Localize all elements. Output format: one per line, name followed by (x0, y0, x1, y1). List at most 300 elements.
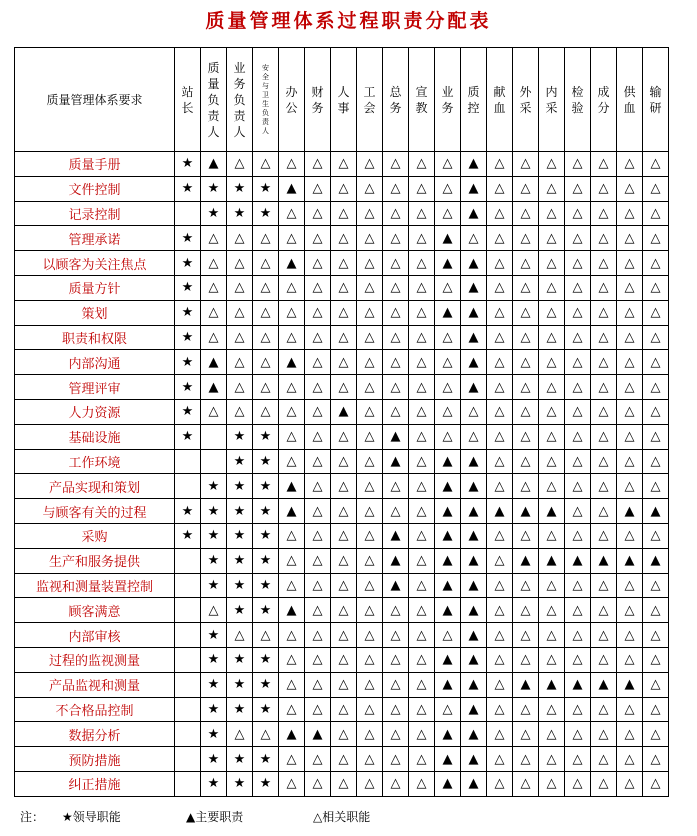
responsibility-cell: ★ (175, 325, 201, 350)
responsibility-cell: △ (357, 375, 383, 400)
column-header-label: 内 采 (545, 84, 558, 115)
column-header-label: 业 务 (441, 84, 454, 115)
responsibility-cell: △ (539, 226, 565, 251)
responsibility-cell: △ (487, 548, 513, 573)
responsibility-cell: ★ (201, 722, 227, 747)
responsibility-cell: △ (383, 697, 409, 722)
responsibility-cell: ★ (253, 747, 279, 772)
column-header-label: 质 控 (467, 84, 480, 115)
responsibility-cell: △ (513, 598, 539, 623)
responsibility-cell: △ (305, 300, 331, 325)
responsibility-cell: △ (539, 722, 565, 747)
responsibility-cell: △ (643, 672, 669, 697)
responsibility-cell: △ (357, 771, 383, 796)
column-header-label: 输 研 (649, 84, 662, 115)
responsibility-cell: △ (357, 176, 383, 201)
responsibility-cell: △ (357, 424, 383, 449)
responsibility-cell: △ (643, 375, 669, 400)
responsibility-cell: △ (305, 697, 331, 722)
requirement-cell: 管理承诺 (15, 226, 175, 251)
column-header-label: 财 务 (311, 84, 324, 115)
responsibility-cell: ★ (253, 176, 279, 201)
responsibility-cell: △ (305, 623, 331, 648)
responsibility-cell: △ (383, 375, 409, 400)
responsibility-cell: △ (435, 201, 461, 226)
responsibility-cell: △ (201, 325, 227, 350)
responsibility-cell: △ (617, 697, 643, 722)
responsibility-cell: ▲ (591, 672, 617, 697)
responsibility-cell: △ (279, 647, 305, 672)
legend-star: ★领导职能 (62, 810, 121, 824)
requirement-cell: 记录控制 (15, 201, 175, 226)
responsibility-cell: ▲ (461, 251, 487, 276)
responsibility-cell: ★ (227, 548, 253, 573)
responsibility-cell (175, 722, 201, 747)
responsibility-cell: △ (331, 201, 357, 226)
responsibility-cell: ★ (175, 399, 201, 424)
responsibility-cell: △ (591, 201, 617, 226)
responsibility-cell (175, 623, 201, 648)
responsibility-cell: ▲ (435, 722, 461, 747)
responsibility-cell: △ (357, 647, 383, 672)
responsibility-cell: △ (409, 152, 435, 177)
responsibility-cell: ★ (175, 523, 201, 548)
responsibility-cell: △ (643, 449, 669, 474)
responsibility-cell: ▲ (383, 424, 409, 449)
responsibility-cell: △ (565, 474, 591, 499)
responsibility-cell: △ (409, 275, 435, 300)
responsibility-cell: △ (357, 697, 383, 722)
responsibility-cell (175, 771, 201, 796)
responsibility-cell: △ (383, 499, 409, 524)
responsibility-cell: △ (461, 226, 487, 251)
responsibility-cell: ▲ (591, 548, 617, 573)
responsibility-cell: △ (279, 672, 305, 697)
responsibility-cell: △ (487, 598, 513, 623)
responsibility-cell: ▲ (461, 449, 487, 474)
responsibility-cell: △ (227, 152, 253, 177)
responsibility-cell: △ (201, 251, 227, 276)
responsibility-cell: △ (409, 325, 435, 350)
responsibility-cell: △ (279, 697, 305, 722)
table-row (15, 375, 669, 400)
responsibility-cell: △ (643, 598, 669, 623)
responsibility-cell: ▲ (435, 747, 461, 772)
responsibility-cell: ▲ (435, 499, 461, 524)
responsibility-cell: △ (591, 399, 617, 424)
responsibility-cell: ★ (253, 548, 279, 573)
table-row (15, 722, 669, 747)
responsibility-cell: △ (565, 176, 591, 201)
responsibility-cell: ▲ (435, 548, 461, 573)
responsibility-cell: ▲ (279, 499, 305, 524)
responsibility-cell: △ (487, 325, 513, 350)
responsibility-cell: △ (591, 499, 617, 524)
responsibility-cell: △ (643, 647, 669, 672)
responsibility-cell: △ (227, 251, 253, 276)
responsibility-cell: △ (487, 647, 513, 672)
responsibility-cell: △ (513, 300, 539, 325)
responsibility-cell: △ (487, 399, 513, 424)
responsibility-cell: △ (539, 251, 565, 276)
responsibility-cell: △ (591, 573, 617, 598)
responsibility-cell: △ (591, 152, 617, 177)
responsibility-cell: △ (305, 474, 331, 499)
responsibility-cell: △ (591, 598, 617, 623)
responsibility-cell: △ (591, 623, 617, 648)
responsibility-cell: △ (539, 647, 565, 672)
table-row (15, 548, 669, 573)
responsibility-cell: ★ (175, 251, 201, 276)
responsibility-cell: ★ (175, 424, 201, 449)
requirement-cell: 监视和测量装置控制 (15, 573, 175, 598)
table-row (15, 251, 669, 276)
responsibility-cell: △ (643, 399, 669, 424)
responsibility-cell: △ (253, 300, 279, 325)
responsibility-cell: ▲ (279, 176, 305, 201)
table-row (15, 499, 669, 524)
responsibility-cell: ▲ (617, 548, 643, 573)
responsibility-cell: ▲ (201, 375, 227, 400)
responsibility-cell: ▲ (539, 672, 565, 697)
responsibility-cell (175, 672, 201, 697)
responsibility-cell: △ (565, 152, 591, 177)
responsibility-cell: △ (227, 226, 253, 251)
responsibility-cell: △ (331, 275, 357, 300)
responsibility-cell: △ (539, 300, 565, 325)
responsibility-cell: △ (357, 672, 383, 697)
responsibility-cell: △ (305, 573, 331, 598)
column-header (383, 48, 409, 152)
requirement-cell: 产品实现和策划 (15, 474, 175, 499)
responsibility-cell: △ (643, 697, 669, 722)
responsibility-cell: △ (279, 424, 305, 449)
responsibility-cell: ▲ (565, 672, 591, 697)
table-row (15, 523, 669, 548)
responsibility-cell: △ (591, 747, 617, 772)
responsibility-cell: △ (539, 399, 565, 424)
responsibility-cell: ▲ (461, 697, 487, 722)
responsibility-cell: △ (409, 598, 435, 623)
responsibility-cell: △ (487, 672, 513, 697)
column-header (539, 48, 565, 152)
responsibility-cell: ▲ (461, 499, 487, 524)
responsibility-cell: △ (513, 424, 539, 449)
column-header (487, 48, 513, 152)
responsibility-cell: △ (487, 449, 513, 474)
responsibility-cell: △ (383, 226, 409, 251)
responsibility-cell (175, 697, 201, 722)
responsibility-cell: △ (539, 747, 565, 772)
responsibility-cell: △ (305, 548, 331, 573)
responsibility-cell: △ (357, 573, 383, 598)
responsibility-cell: △ (409, 573, 435, 598)
responsibility-cell: ★ (201, 201, 227, 226)
responsibility-cell: ★ (253, 474, 279, 499)
responsibility-cell: ▲ (617, 672, 643, 697)
requirement-cell: 与顾客有关的过程 (15, 499, 175, 524)
responsibility-cell: △ (357, 548, 383, 573)
responsibility-cell: △ (409, 623, 435, 648)
requirement-cell: 质量手册 (15, 152, 175, 177)
table-row (15, 598, 669, 623)
responsibility-cell: △ (539, 598, 565, 623)
responsibility-cell: △ (487, 474, 513, 499)
responsibility-cell: △ (513, 201, 539, 226)
responsibility-cell: ▲ (305, 722, 331, 747)
column-header-label: 业 务 负 责 人 (233, 60, 246, 139)
table-row (15, 275, 669, 300)
responsibility-cell: △ (487, 375, 513, 400)
column-header-label: 安 全 与 卫 生 负 责 人 (262, 63, 269, 135)
responsibility-cell: △ (617, 300, 643, 325)
column-header-label: 工 会 (363, 84, 376, 115)
responsibility-cell: △ (305, 598, 331, 623)
column-header (201, 48, 227, 152)
responsibility-cell: ▲ (461, 672, 487, 697)
responsibility-cell: △ (409, 647, 435, 672)
column-header (643, 48, 669, 152)
table-row (15, 399, 669, 424)
responsibility-cell: △ (539, 697, 565, 722)
column-header (565, 48, 591, 152)
responsibility-cell: △ (591, 523, 617, 548)
responsibility-cell: ★ (201, 747, 227, 772)
responsibility-cell: △ (513, 523, 539, 548)
responsibility-cell: △ (435, 152, 461, 177)
responsibility-cell: ▲ (461, 176, 487, 201)
column-header (253, 48, 279, 152)
responsibility-cell: △ (409, 449, 435, 474)
responsibility-cell: △ (383, 771, 409, 796)
responsibility-cell: ▲ (383, 449, 409, 474)
responsibility-cell: △ (617, 573, 643, 598)
responsibility-cell: △ (357, 449, 383, 474)
responsibility-cell (175, 474, 201, 499)
responsibility-cell (175, 598, 201, 623)
responsibility-cell: △ (331, 499, 357, 524)
responsibility-cell: ▲ (461, 300, 487, 325)
responsibility-cell: △ (539, 424, 565, 449)
responsibility-cell: △ (435, 623, 461, 648)
responsibility-cell: △ (383, 275, 409, 300)
responsibility-cell: △ (279, 275, 305, 300)
responsibility-cell: △ (435, 176, 461, 201)
responsibility-cell: △ (617, 275, 643, 300)
responsibility-cell: △ (487, 722, 513, 747)
responsibility-cell: ▲ (461, 152, 487, 177)
responsibility-cell: △ (539, 350, 565, 375)
responsibility-cell: △ (643, 325, 669, 350)
requirement-cell: 基础设施 (15, 424, 175, 449)
responsibility-cell: △ (617, 152, 643, 177)
responsibility-cell: △ (617, 623, 643, 648)
responsibility-cell: △ (357, 598, 383, 623)
responsibility-cell: △ (643, 722, 669, 747)
responsibility-cell: △ (435, 375, 461, 400)
responsibility-cell: △ (487, 226, 513, 251)
responsibility-cell: △ (357, 399, 383, 424)
column-header-label: 总 务 (389, 84, 402, 115)
responsibility-cell: △ (643, 275, 669, 300)
page-title: 质量管理体系过程职责分配表 (205, 10, 492, 32)
column-header-label: 宣 教 (415, 84, 428, 115)
responsibility-cell: △ (331, 251, 357, 276)
responsibility-cell: △ (539, 623, 565, 648)
responsibility-cell: △ (227, 623, 253, 648)
responsibility-cell: △ (279, 771, 305, 796)
responsibility-cell: △ (201, 226, 227, 251)
responsibility-cell: △ (383, 722, 409, 747)
column-header (175, 48, 201, 152)
responsibility-cell: △ (331, 598, 357, 623)
responsibility-cell: ▲ (435, 598, 461, 623)
responsibility-cell: △ (279, 300, 305, 325)
responsibility-cell: △ (279, 623, 305, 648)
responsibility-cell: ▲ (461, 375, 487, 400)
responsibility-cell: ★ (201, 176, 227, 201)
responsibility-cell: △ (331, 375, 357, 400)
responsibility-cell: △ (513, 350, 539, 375)
column-header (305, 48, 331, 152)
responsibility-cell: △ (305, 251, 331, 276)
responsibility-cell: △ (253, 275, 279, 300)
responsibility-cell: △ (513, 647, 539, 672)
responsibility-cell: △ (565, 325, 591, 350)
responsibility-cell: △ (591, 474, 617, 499)
responsibility-cell: △ (305, 499, 331, 524)
responsibility-cell: △ (279, 399, 305, 424)
responsibility-cell: △ (409, 300, 435, 325)
responsibility-cell: △ (409, 375, 435, 400)
responsibility-cell: △ (565, 747, 591, 772)
responsibility-cell: ★ (175, 350, 201, 375)
responsibility-cell: △ (513, 771, 539, 796)
responsibility-cell: ▲ (383, 523, 409, 548)
responsibility-cell: △ (357, 499, 383, 524)
column-header (409, 48, 435, 152)
responsibility-cell: △ (357, 325, 383, 350)
responsibility-cell: △ (331, 152, 357, 177)
responsibility-cell: △ (331, 474, 357, 499)
responsibility-cell: △ (487, 176, 513, 201)
responsibility-cell: △ (331, 573, 357, 598)
responsibility-cell: ▲ (513, 672, 539, 697)
responsibility-cell: △ (513, 275, 539, 300)
responsibility-cell: △ (279, 325, 305, 350)
responsibility-cell: △ (227, 275, 253, 300)
responsibility-cell: △ (357, 300, 383, 325)
column-header-label: 献 血 (493, 84, 506, 115)
responsibility-cell: ▲ (487, 499, 513, 524)
requirement-cell: 内部审核 (15, 623, 175, 648)
responsibility-cell: △ (643, 747, 669, 772)
requirement-cell: 不合格品控制 (15, 697, 175, 722)
responsibility-cell: ▲ (435, 226, 461, 251)
responsibility-cell: △ (565, 722, 591, 747)
responsibility-cell: △ (383, 251, 409, 276)
responsibility-cell: △ (305, 350, 331, 375)
responsibility-cell: △ (357, 226, 383, 251)
responsibility-cell: △ (487, 623, 513, 648)
table-row (15, 771, 669, 796)
responsibility-cell: △ (305, 424, 331, 449)
responsibility-cell: ★ (201, 548, 227, 573)
requirement-cell: 过程的监视测量 (15, 647, 175, 672)
requirement-cell: 策划 (15, 300, 175, 325)
responsibility-cell: ★ (253, 771, 279, 796)
responsibility-cell: △ (513, 474, 539, 499)
requirement-cell: 数据分析 (15, 722, 175, 747)
responsibility-cell: △ (305, 771, 331, 796)
responsibility-cell: △ (305, 375, 331, 400)
responsibility-cell: △ (513, 623, 539, 648)
responsibility-cell: △ (357, 747, 383, 772)
responsibility-cell: △ (461, 424, 487, 449)
responsibility-cell: △ (565, 226, 591, 251)
responsibility-cell: △ (331, 300, 357, 325)
responsibility-cell: △ (565, 771, 591, 796)
table-row (15, 672, 669, 697)
responsibility-cell (201, 424, 227, 449)
column-header-label: 办 公 (285, 84, 298, 115)
responsibility-cell: ▲ (461, 325, 487, 350)
responsibility-cell: △ (435, 325, 461, 350)
responsibility-cell: △ (409, 251, 435, 276)
column-header-label: 外 采 (519, 84, 532, 115)
responsibility-cell: △ (305, 449, 331, 474)
responsibility-cell: ▲ (513, 499, 539, 524)
responsibility-cell: △ (409, 176, 435, 201)
responsibility-cell: △ (513, 152, 539, 177)
responsibility-cell: △ (487, 201, 513, 226)
responsibility-cell: ▲ (539, 548, 565, 573)
responsibility-cell: ★ (227, 176, 253, 201)
responsibility-cell: △ (643, 771, 669, 796)
column-header-label: 供 血 (623, 84, 636, 115)
responsibility-cell: △ (591, 300, 617, 325)
requirement-cell: 质量方针 (15, 275, 175, 300)
responsibility-cell: △ (331, 747, 357, 772)
responsibility-cell: △ (539, 152, 565, 177)
responsibility-cell: △ (409, 771, 435, 796)
responsibility-cell: △ (565, 647, 591, 672)
responsibility-cell: ★ (227, 523, 253, 548)
responsibility-cell: △ (643, 424, 669, 449)
table-row (15, 350, 669, 375)
responsibility-cell (201, 449, 227, 474)
responsibility-cell: △ (487, 573, 513, 598)
responsibility-cell: ★ (201, 573, 227, 598)
responsibility-cell: ★ (227, 474, 253, 499)
responsibility-cell: △ (201, 399, 227, 424)
responsibility-cell: △ (513, 325, 539, 350)
responsibility-cell: ▲ (461, 722, 487, 747)
responsibility-cell: △ (643, 573, 669, 598)
responsibility-cell: △ (591, 275, 617, 300)
responsibility-cell: △ (435, 399, 461, 424)
table-row (15, 474, 669, 499)
responsibility-cell: △ (565, 275, 591, 300)
responsibility-cell: ★ (253, 647, 279, 672)
responsibility-cell: △ (201, 598, 227, 623)
responsibility-cell: △ (331, 672, 357, 697)
responsibility-cell: △ (253, 399, 279, 424)
responsibility-cell: △ (591, 226, 617, 251)
responsibility-cell: ▲ (461, 623, 487, 648)
responsibility-cell: △ (565, 697, 591, 722)
table-row (15, 176, 669, 201)
